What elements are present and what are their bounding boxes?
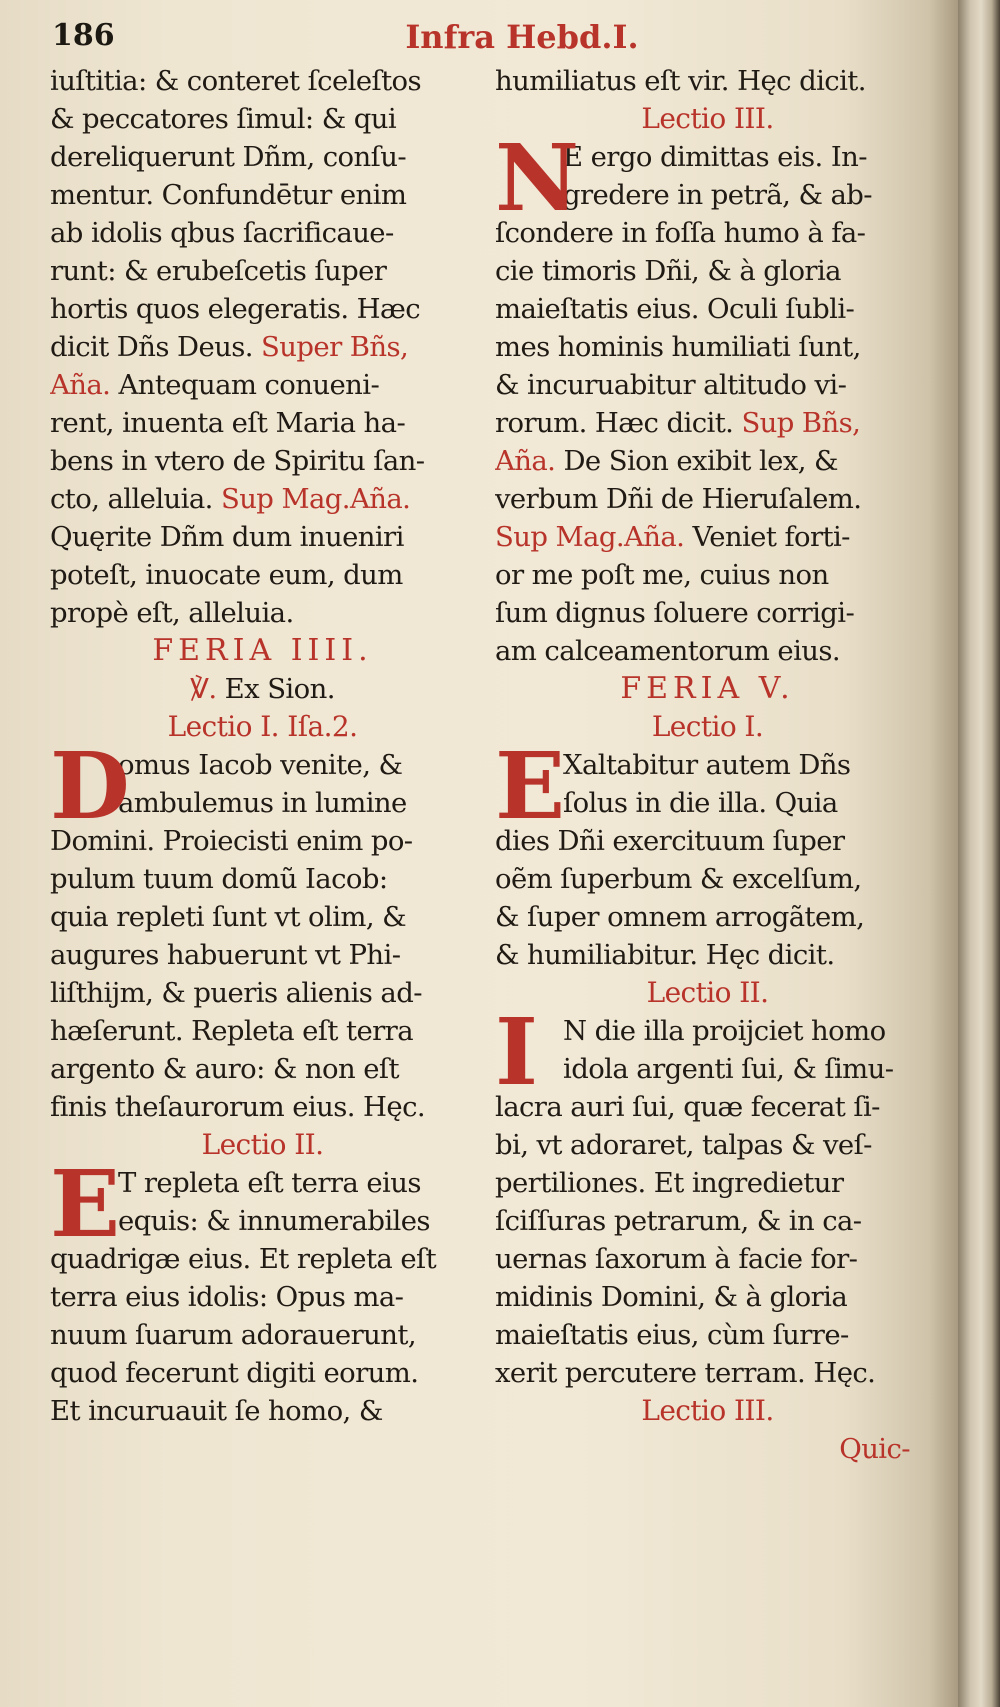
text-line: quadrigæ eius. Et repleta eſt bbox=[50, 1243, 437, 1275]
rubric-magnificat: Sup Mag.Aña. bbox=[495, 521, 685, 553]
text-line: humiliatus eſt vir. Hęc dicit. bbox=[495, 65, 866, 97]
text-fragment: De Sion exibit lex, & bbox=[563, 445, 838, 477]
left-column bbox=[50, 62, 475, 1430]
text-line: hortis quos elegeratis. Hæc bbox=[50, 293, 421, 325]
text-line: quia repleti ſunt vt olim, & bbox=[50, 901, 407, 933]
text-line bbox=[50, 480, 475, 518]
text-line: Domini. Proiecisti enim po- bbox=[50, 825, 413, 857]
text-line bbox=[50, 366, 475, 404]
lectio-paragraph bbox=[50, 732, 475, 1126]
rubric-magnificat: Sup Mag.Aña. bbox=[220, 483, 411, 515]
text-line: augures habuerunt vt Phi- bbox=[50, 939, 401, 971]
text-fragment: Antequam conueni- bbox=[118, 369, 380, 401]
text-line: mentur. Confundētur enim bbox=[50, 179, 407, 211]
text-line: maieſtatis eius, cùm ſurre- bbox=[495, 1319, 849, 1351]
lectio-heading: Lectio I. bbox=[651, 710, 764, 743]
text-line: verbum Dñi de Hieruſalem. bbox=[495, 483, 862, 515]
text-line: omus Iacob venite, & bbox=[118, 749, 403, 781]
text-fragment: rorum. Hæc dicit. bbox=[495, 407, 734, 439]
text-line: rent, inuenta eſt Maria ha- bbox=[50, 407, 406, 439]
page-edge bbox=[958, 0, 1000, 1707]
drop-cap: E bbox=[495, 732, 566, 840]
lectio-paragraph bbox=[495, 124, 920, 404]
text-line: ſum dignus ſoluere corrigi- bbox=[495, 597, 855, 629]
text-line: pulum tuum domũ Iacob: bbox=[50, 863, 388, 895]
text-line: propè eſt, alleluia. bbox=[50, 597, 294, 629]
drop-cap: E bbox=[50, 1150, 121, 1258]
lectio-heading: Lectio II. bbox=[646, 976, 769, 1009]
text-line: poteſt, inuocate eum, dum bbox=[50, 559, 403, 591]
text-line: gredere in petrã, & ab- bbox=[563, 179, 872, 211]
text-line: nuum ſuarum adorauerunt, bbox=[50, 1319, 416, 1351]
lectio-heading: Lectio I. Iſa.2. bbox=[167, 710, 358, 743]
rubric-benedictus: Sup Bñs, bbox=[741, 407, 861, 439]
versicle-line bbox=[50, 670, 475, 708]
text-line: & peccatores ſimul: & qui bbox=[50, 103, 397, 135]
text-line: T repleta eſt terra eius bbox=[118, 1167, 421, 1199]
text-line: runt: & erubeſcetis ſuper bbox=[50, 255, 387, 287]
text-line: E ergo dimittas eis. In- bbox=[563, 141, 867, 173]
lectio-heading: Lectio II. bbox=[201, 1128, 324, 1161]
feria-heading: FERIA V. bbox=[620, 671, 795, 706]
text-line: & ſuper omnem arrogãtem, bbox=[495, 901, 865, 933]
text-line: pertiliones. Et ingredietur bbox=[495, 1167, 844, 1199]
page-number: 186 bbox=[52, 18, 115, 53]
text-line: ſolus in die illa. Quia bbox=[563, 787, 838, 819]
text-line: liſthijm, & pueris alienis ad- bbox=[50, 977, 422, 1009]
lectio-heading: Lectio III. bbox=[641, 1394, 774, 1427]
text-line bbox=[495, 404, 920, 442]
text-line bbox=[495, 518, 920, 556]
catchword: Quic- bbox=[839, 1433, 910, 1465]
text-line: Quęrite Dñm dum inueniri bbox=[50, 521, 404, 553]
text-line: midinis Domini, & à gloria bbox=[495, 1281, 848, 1313]
text-fragment: cto, alleluia. bbox=[50, 483, 213, 515]
rubric-benedictus: Super Bñs, bbox=[261, 331, 409, 363]
text-line: iuſtitia: & conteret ſceleſtos bbox=[50, 65, 422, 97]
right-column bbox=[495, 62, 920, 1468]
text-line: ſciſſuras petrarum, & in ca- bbox=[495, 1205, 862, 1237]
text-line: uernas ſaxorum à facie for- bbox=[495, 1243, 858, 1275]
feria-heading: FERIA IIII. bbox=[152, 633, 373, 668]
rubric-antiphon: Aña. bbox=[50, 369, 111, 401]
lectio-paragraph bbox=[50, 1150, 475, 1430]
text-line: equis: & innumerabiles bbox=[118, 1205, 430, 1237]
text-line: ab idolis qbus ſacrificaue- bbox=[50, 217, 394, 249]
text-line: bi, vt adoraret, talpas & veſ- bbox=[495, 1129, 872, 1161]
lectio-heading: Lectio III. bbox=[641, 102, 774, 135]
text-line: ambulemus in lumine bbox=[118, 787, 407, 819]
drop-cap: I bbox=[495, 998, 539, 1106]
lectio-paragraph bbox=[495, 998, 920, 1392]
text-line: & humiliabitur. Hęc dicit. bbox=[495, 939, 835, 971]
text-line bbox=[50, 328, 475, 366]
text-line: & incuruabitur altitudo vi- bbox=[495, 369, 847, 401]
text-line: dies Dñi exercituum ſuper bbox=[495, 825, 845, 857]
text-line: hæſerunt. Repleta eſt terra bbox=[50, 1015, 414, 1047]
text-line: or me poſt me, cuius non bbox=[495, 559, 829, 591]
text-line: quod fecerunt digiti eorum. bbox=[50, 1357, 419, 1389]
text-line: idola argenti ſui, & ſimu- bbox=[563, 1053, 894, 1085]
text-line: Et incuruauit ſe homo, & bbox=[50, 1395, 383, 1427]
lectio-paragraph bbox=[495, 732, 920, 974]
text-line: finis theſaurorum eius. Hęc. bbox=[50, 1091, 426, 1123]
text-line: bens in vtero de Spiritu ſan- bbox=[50, 445, 425, 477]
text-line: N die illa proijciet homo bbox=[563, 1015, 886, 1047]
text-fragment: dicit Dñs Deus. bbox=[50, 331, 253, 363]
text-line: maieſtatis eius. Oculi ſubli- bbox=[495, 293, 855, 325]
text-fragment: Veniet forti- bbox=[692, 521, 850, 553]
drop-cap: D bbox=[50, 732, 130, 840]
text-line: mes hominis humiliati ſunt, bbox=[495, 331, 861, 363]
rubric-antiphon: Aña. bbox=[495, 445, 556, 477]
text-line: lacra auri ſui, quæ fecerat ſi- bbox=[495, 1091, 880, 1123]
text-line: ſcondere in foſſa humo à fa- bbox=[495, 217, 866, 249]
drop-cap: N bbox=[495, 124, 580, 232]
text-line: dereliquerunt Dñm, conſu- bbox=[50, 141, 407, 173]
versicle-text: Ex Sion. bbox=[224, 673, 335, 705]
text-line: argento & auro: & non eſt bbox=[50, 1053, 399, 1085]
text-line bbox=[495, 442, 920, 480]
text-line: cie timoris Dñi, & à gloria bbox=[495, 255, 841, 287]
page-header bbox=[52, 18, 912, 62]
text-line: am calceamentorum eius. bbox=[495, 635, 841, 667]
text-line: oẽm ſuperbum & excelſum, bbox=[495, 863, 862, 895]
text-line: Xaltabitur autem Dñs bbox=[563, 749, 851, 781]
text-line: xerit percutere terram. Hęc. bbox=[495, 1357, 876, 1389]
text-line: terra eius idolis: Opus ma- bbox=[50, 1281, 404, 1313]
running-title: Infra Hebd.I. bbox=[405, 18, 639, 56]
versicle-symbol: ℣. bbox=[190, 673, 217, 705]
